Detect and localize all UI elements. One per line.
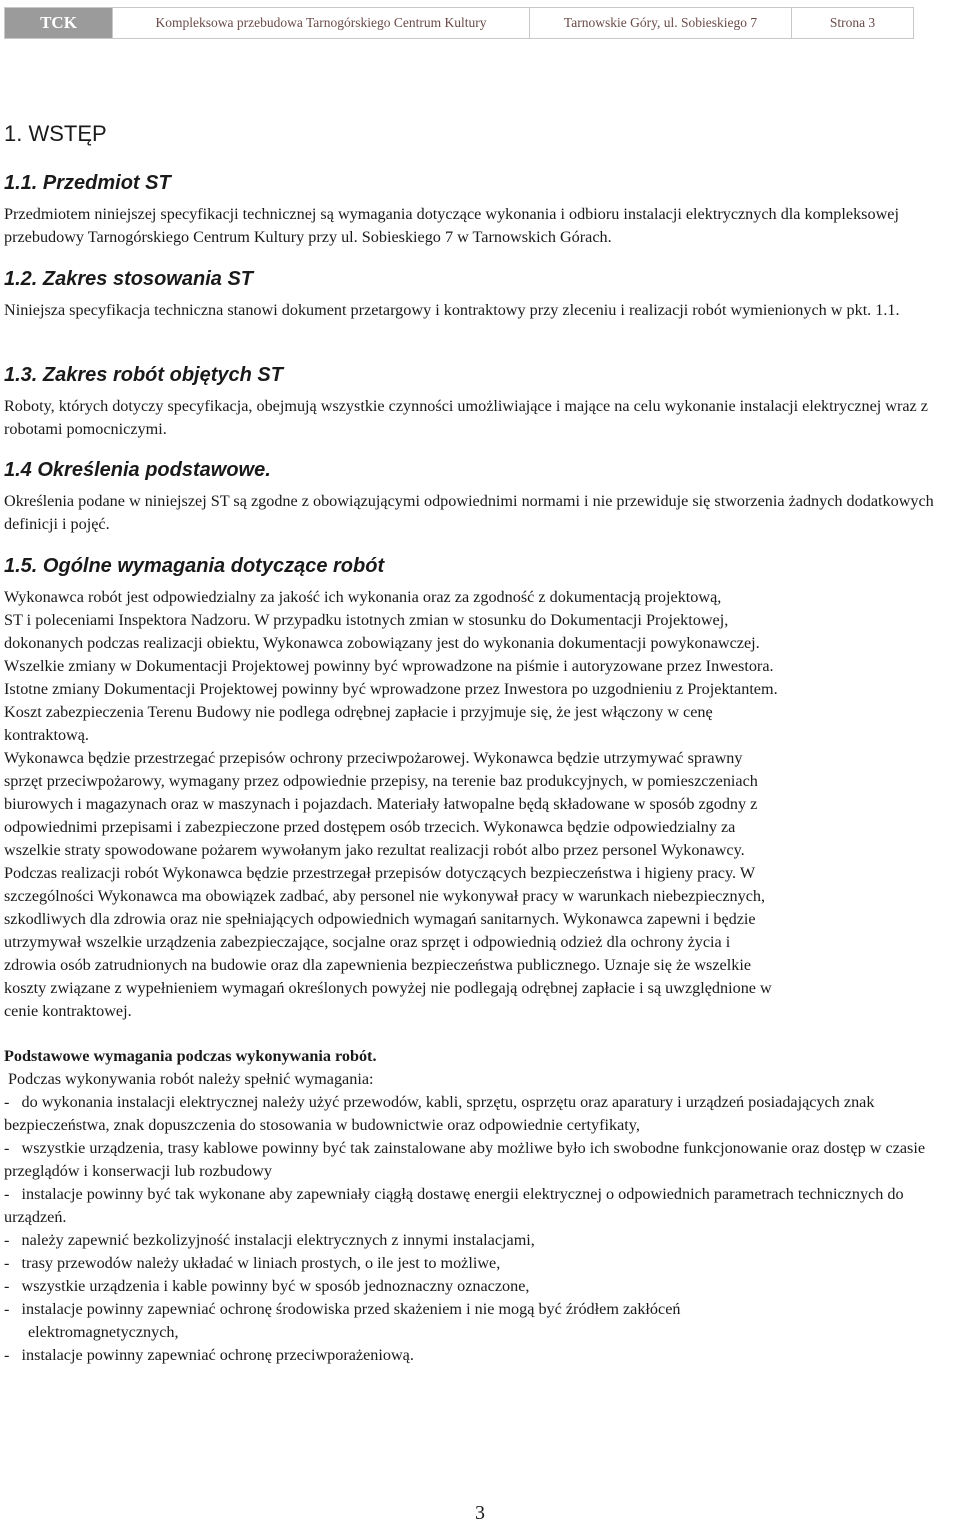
body-line: biurowych i magazynach oraz w maszynach i pojazdach. Materiały łatwopalne będą składowane w sposób zgodny z xyxy=(4,795,758,813)
body-line: odpowiednimi przepisami i zabezpieczone przed dostępem osób trzecich. Wykonawca będzie odpowiedzialny za xyxy=(4,818,736,836)
body-line: szkodliwych dla zdrowia oraz nie spełniających odpowiednich wymagań sanitarnych. Wykonawca zapewni i będzie xyxy=(4,910,756,928)
body-line: Wykonawca będzie przestrzegać przepisów ochrony przeciwpożarowej. Wykonawca będzie utrzymywać sprawny xyxy=(4,749,743,767)
list-item: - instalacje powinny być tak wykonane aby zapewniały ciągłą dostawę energii elektrycznej o odpowiednich parametrach technicznych do urządzeń. xyxy=(4,1185,908,1226)
body-line: Wszelkie zmiany w Dokumentacji Projektowej powinny być wprowadzone na piśmie i autoryzowane przez Inwestora. xyxy=(4,657,774,675)
list-item: - do wykonania instalacji elektrycznej należy użyć przewodów, kabli, sprzętu, osprzętu oraz aparatury i urządzeń posiadających znak bezpieczeństwa, znak dopuszczenia do stosowania w budownictwie oraz odpowiednie certyfikaty, xyxy=(4,1093,879,1134)
body-line: Istotne zmiany Dokumentacji Projektowej powinny być wprowadzone przez Inwestora po uzgodnieniu z Projektantem. xyxy=(4,680,778,698)
list-item: - trasy przewodów należy układać w liniach prostych, o ile jest to możliwe, xyxy=(4,1254,501,1272)
heading-1-5: 1.5. Ogólne wymagania dotyczące robót xyxy=(4,555,385,577)
list-item: - instalacje powinny zapewniać ochronę środowiska przed skażeniem i nie mogą być źródłem zakłóceń xyxy=(4,1300,681,1318)
list-item: elektromagnetycznych, xyxy=(28,1323,179,1341)
heading-1-1: 1.1. Przedmiot ST xyxy=(4,172,171,194)
header-page-label: Strona 3 xyxy=(791,8,913,38)
list-item: - wszystkie urządzenia i kable powinny być w sposób jednoznaczny oznaczone, xyxy=(4,1277,530,1295)
body-line: koszty związane z wypełnieniem wymagań określonych powyżej nie podlegają odrębnej zapłacie i są uwzględnione w xyxy=(4,979,772,997)
body-line: Podczas realizacji robót Wykonawca będzie przestrzegał przepisów dotyczących bezpieczeństwa i higieny pracy. W xyxy=(4,864,756,882)
page-header xyxy=(4,7,914,39)
list-item: - instalacje powinny zapewniać ochronę przeciwporażeniową. xyxy=(4,1346,414,1364)
body-line: zdrowia osób zatrudnionych na budowie oraz dla zapewnienia bezpieczeństwa publicznego. Uznaje się że wszelkie xyxy=(4,956,752,974)
requirements-list xyxy=(4,1091,960,1367)
body-line: dokonanych podczas realizacji obiektu, Wykonawca zobowiązany jest do wykonania dokumentacji powykonawczej. xyxy=(4,634,760,652)
body-1-5 xyxy=(4,586,960,1023)
body-line: ST i poleceniami Inspektora Nadzoru. W przypadku istotnych zmian w stosunku do Dokumentacji Projektowej, xyxy=(4,611,729,629)
page-number: 3 xyxy=(475,1502,485,1524)
body-line: Wykonawca robót jest odpowiedzialny za jakość ich wykonania oraz za zgodność z dokumentacją projektową, xyxy=(4,588,722,606)
body-1-4: Określenia podane w niniejszej ST są zgodne z obowiązującymi odpowiednimi normami i nie przewiduje się stworzenia żadnych dodatkowych definicji i pojęć. xyxy=(4,492,934,533)
heading-1-4: 1.4 Określenia podstawowe. xyxy=(4,459,271,481)
body-line: wszelkie straty spowodowane pożarem wywołanym jako rezultat realizacji robót albo przez personel Wykonawcy. xyxy=(4,841,745,859)
body-1-1: Przedmiotem niniejszej specyfikacji technicznej są wymagania dotyczące wykonania i odbioru instalacji elektrycznych dla kompleksowej przebudowy Tarnogórskiego Centrum Kultury przy ul. Sobieskiego 7 w Tarnowskich Górach. xyxy=(4,205,899,246)
list-item: - należy zapewnić bezkolizyjność instalacji elektrycznych z innymi instalacjami, xyxy=(4,1231,535,1249)
body-1-2: Niniejsza specyfikacja techniczna stanowi dokument przetargowy i kontraktowy przy zleceniu i realizacji robót wymienionych w pkt. 1.1. xyxy=(4,301,900,319)
body-line: kontraktową. xyxy=(4,726,89,744)
requirements-heading: Podstawowe wymagania podczas wykonywania robót. xyxy=(4,1047,377,1065)
list-item: - wszystkie urządzenia, trasy kablowe powinny być tak zainstalowane aby możliwe było ich swobodne funkcjonowanie oraz dostęp w czasie przeglądów i konserwacji lub rozbudowy xyxy=(4,1139,930,1180)
heading-1-2: 1.2. Zakres stosowania ST xyxy=(4,268,253,290)
requirements-intro: Podczas wykonywania robót należy spełnić wymagania: xyxy=(4,1070,374,1088)
body-1-3: Roboty, których dotyczy specyfikacja, obejmują wszystkie czynności umożliwiające i mające na celu wykonanie instalacji elektrycznej wraz z robotami pomocniczymi. xyxy=(4,397,928,438)
body-line: Koszt zabezpieczenia Terenu Budowy nie podlega odrębnej zapłacie i przyjmuje się, że jest włączony w cenę xyxy=(4,703,713,721)
header-title: Kompleksowa przebudowa Tarnogórskiego Centrum Kultury xyxy=(112,8,529,38)
header-logo: TCK xyxy=(5,8,112,38)
body-line: cenie kontraktowej. xyxy=(4,1002,132,1020)
heading-1-3: 1.3. Zakres robót objętych ST xyxy=(4,364,283,386)
body-line: utrzymywał wszelkie urządzenia zabezpieczające, socjalne oraz sprzęt i odpowiednią odzież dla ochrony życia i xyxy=(4,933,731,951)
body-line: szczególności Wykonawca ma obowiązek zadbać, aby personel nie wykonywał pracy w warunkach niebezpiecznych, xyxy=(4,887,766,905)
header-address: Tarnowskie Góry, ul. Sobieskiego 7 xyxy=(529,8,791,38)
body-line: sprzęt przeciwpożarowy, wymagany przez odpowiednie przepisy, na terenie baz produkcyjnych, w pomieszczeniach xyxy=(4,772,758,790)
section-title: 1. WSTĘP xyxy=(4,121,107,146)
